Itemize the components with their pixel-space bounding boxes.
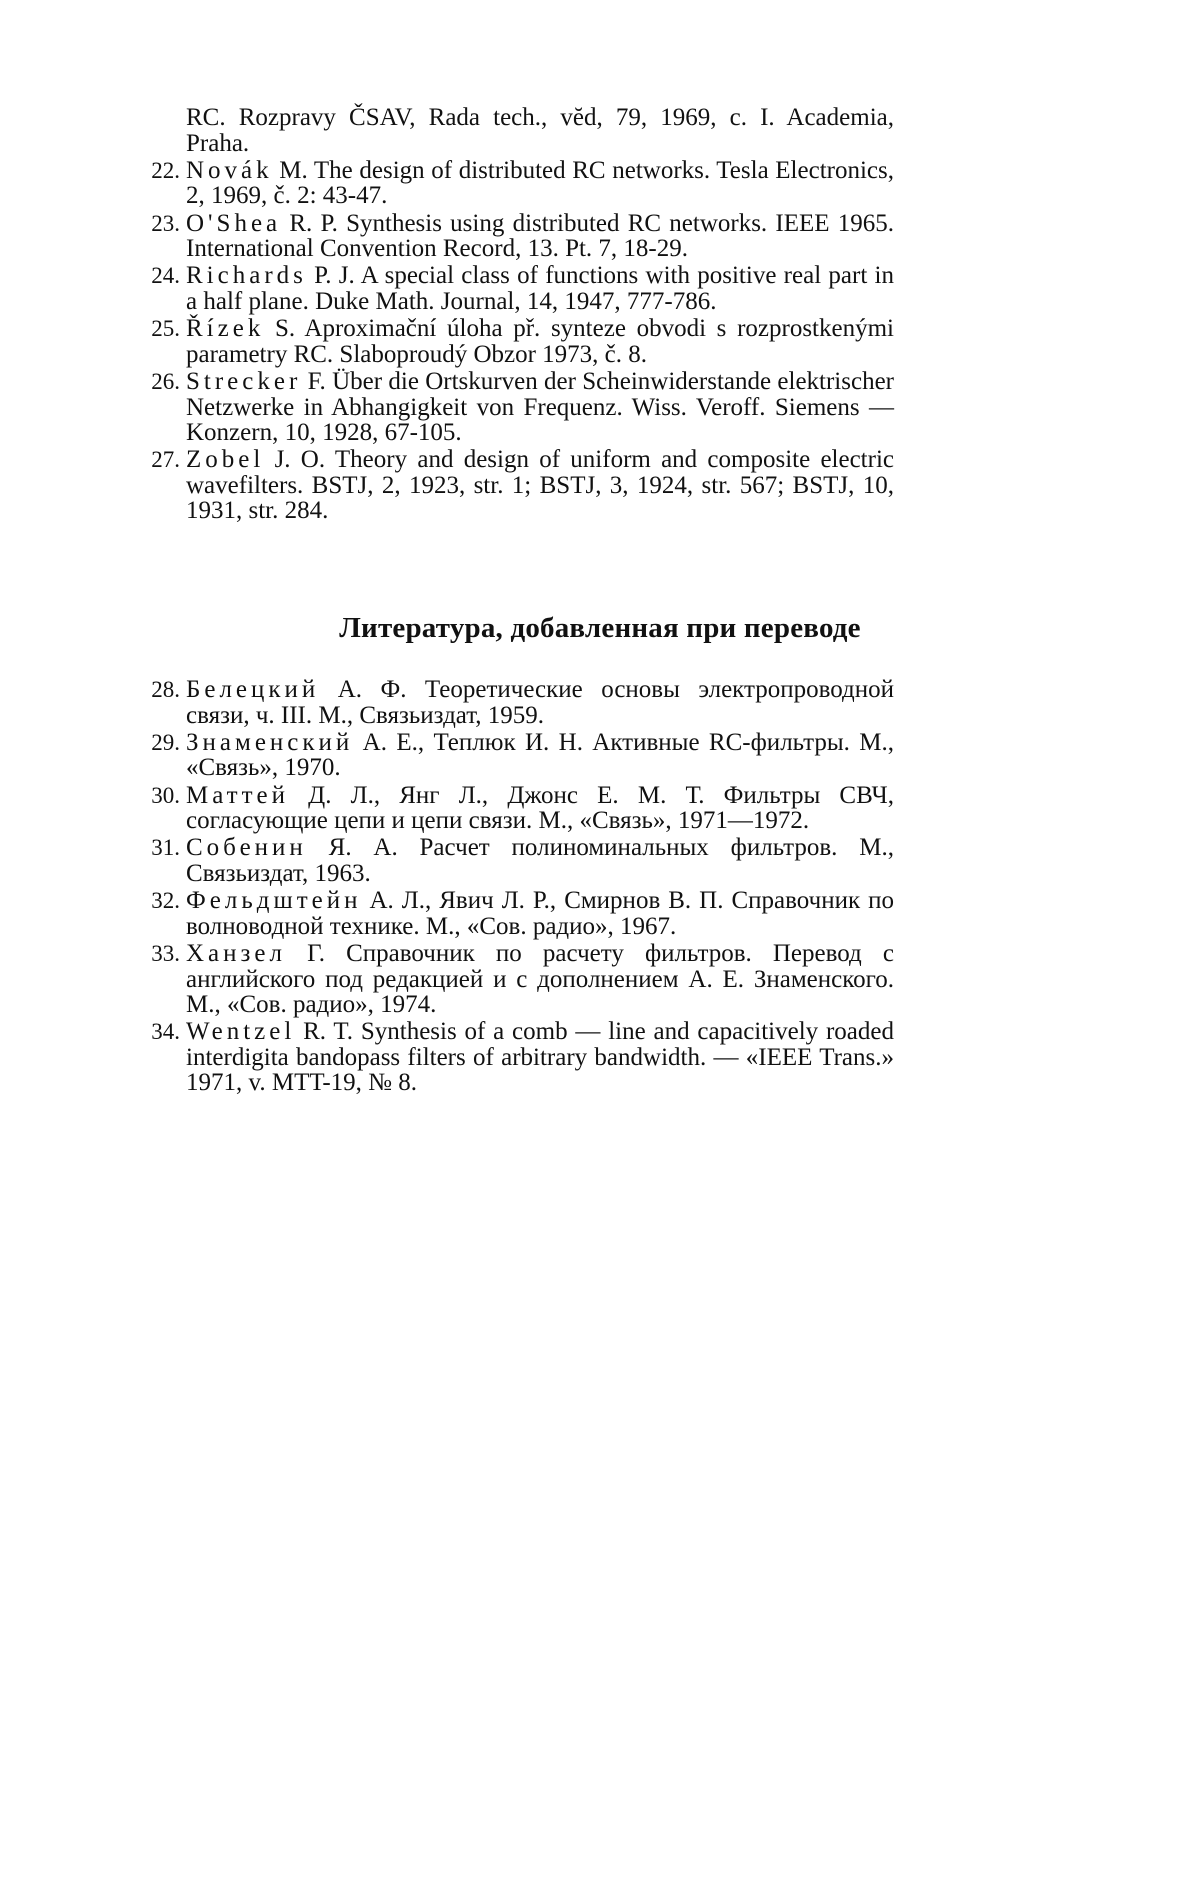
- reference-number: 23.: [151, 210, 180, 236]
- reference-item-31: [152, 835, 894, 886]
- reference-author: Strecker: [186, 367, 302, 395]
- reference-item-33: [152, 941, 894, 1018]
- reference-number: 30.: [151, 782, 180, 808]
- reference-author: Собенин: [186, 834, 307, 862]
- reference-number: 27.: [151, 447, 180, 473]
- reference-item-30: [152, 783, 894, 834]
- reference-text: J. O. Theory and design of uniform and composite electric wavefilters. BSTJ, 2, 1923, str. 1; BSTJ, 3, 1924, str. 567; BSTJ, 10, 1931, str. 284.: [186, 446, 894, 525]
- reference-item-23: [152, 211, 894, 262]
- reference-number: 31.: [151, 835, 180, 861]
- reference-text: R. P. Synthesis using distributed RC networks. IEEE 1965. International Convention Record, 13. Pt. 7, 18-29.: [186, 209, 894, 263]
- reference-number: 24.: [151, 263, 180, 289]
- reference-item-24: [152, 263, 894, 314]
- reference-author: Знаменский: [186, 728, 354, 756]
- reference-item-21-continued: [152, 105, 894, 156]
- reference-text: M. The design of distributed RC networks. Tesla Electronics, 2, 1969, č. 2: 43-47.: [186, 156, 894, 210]
- reference-text: А. Л., Явич Л. Р., Смирнов В. П. Справочник по волноводной технике. М., «Сов. радио», 1967.: [186, 887, 894, 940]
- reference-item-26: [152, 369, 894, 446]
- reference-number: 33.: [151, 940, 180, 966]
- reference-item-34: [152, 1019, 894, 1096]
- reference-item-32: [152, 888, 894, 939]
- reference-number: 28.: [151, 677, 180, 702]
- section-heading: Литература, добавленная при переводе: [339, 612, 861, 644]
- reference-number: 22.: [151, 157, 180, 183]
- reference-author: Zobel: [186, 446, 265, 474]
- reference-author: Белецкий: [186, 676, 320, 703]
- reference-item-27: [152, 447, 894, 524]
- reference-text: P. J. A special class of functions with positive real part in a half plane. Duke Math. Journal, 14, 1947, 777-786.: [186, 262, 894, 315]
- reference-number: 32.: [151, 888, 180, 914]
- reference-list-bottom: [152, 677, 894, 1098]
- reference-item-28: [152, 677, 894, 728]
- reference-text: F. Über die Ortskurven der Scheinwiderstande elektrischer Netzwerke in Abhangigkeit von Frequenz. Wiss. Veroff. Siemens — Konzern, 10, 1928, 67-105.: [186, 367, 894, 447]
- reference-author: Řízek: [186, 315, 265, 343]
- reference-item-22: [152, 158, 894, 209]
- reference-text: S. Aproximační úloha př. synteze obvodi s rozprostkenými parametry RC. Slaboproudý Obzor 1973, č. 8.: [186, 315, 894, 368]
- reference-author: Novák: [186, 156, 273, 184]
- reference-author: Richards: [186, 262, 307, 290]
- reference-author: Wentzel: [186, 1018, 296, 1046]
- reference-text: А. Ф. Теоретические основы электропроводной связи, ч. III. М., Связьиздат, 1959.: [186, 676, 894, 729]
- reference-text: Г. Справочник по расчету фильтров. Перевод с английского под редакцией и с дополнением А. Е. Знаменского. М., «Сов. радио», 1974.: [186, 939, 894, 1019]
- reference-author: O'Shea: [186, 209, 282, 237]
- reference-author: Ханзел: [186, 939, 286, 967]
- reference-text: RC. Rozpravy ČSAV, Rada tech., vĕd, 79, 1969, c. I. Academia, Praha.: [186, 104, 894, 157]
- reference-number: 25.: [151, 316, 180, 342]
- reference-list-top: [152, 105, 894, 526]
- reference-text: Я. А. Расчет полиноминальных фильтров. М., Связьиздат, 1963.: [186, 834, 894, 887]
- reference-item-29: [152, 730, 894, 781]
- reference-author: Фельдштейн: [186, 887, 362, 915]
- reference-number: 29.: [151, 729, 180, 755]
- reference-item-25: [152, 316, 894, 367]
- reference-text: R. T. Synthesis of a comb — line and capacitively roaded interdigita bandopass filters of arbitrary bandwidth. — «IEEE Trans.» 1971, v. MTT-19, № 8.: [186, 1018, 894, 1097]
- reference-number: 34.: [151, 1019, 180, 1045]
- reference-text: Д. Л., Янг Л., Джонс Е. М. Т. Фильтры СВЧ, согласующие цепи и цепи связи. М., «Связь», 1971—1972.: [186, 781, 894, 835]
- reference-number: 26.: [151, 368, 180, 394]
- reference-text: А. Е., Теплюк И. Н. Активные RC-фильтры. М., «Связь», 1970.: [186, 728, 894, 782]
- reference-author: Маттей: [186, 781, 290, 809]
